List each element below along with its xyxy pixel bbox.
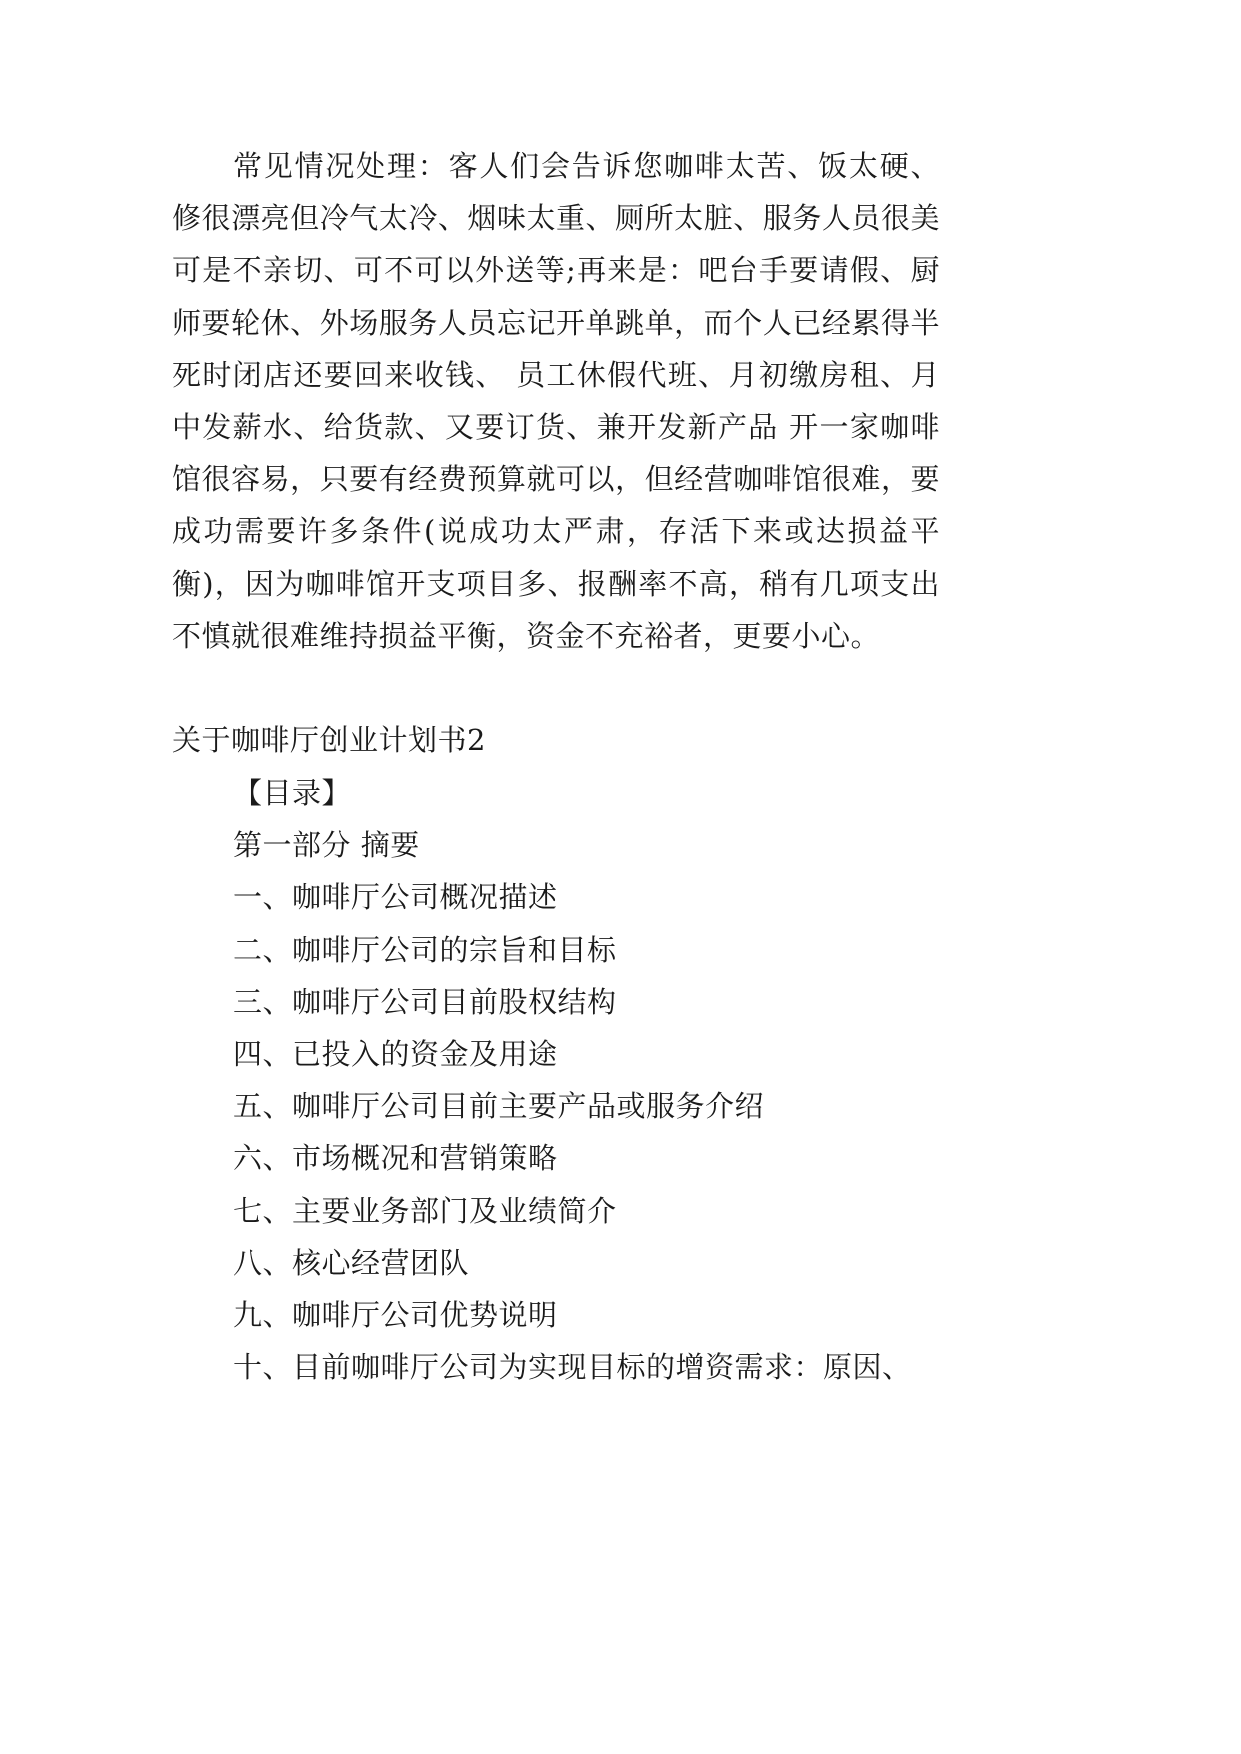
paragraph-line: 不慎就很难维持损益平衡，资金不充裕者，更要小心。 <box>172 618 881 653</box>
toc-item: 五、咖啡厅公司目前主要产品或服务介绍 <box>233 1089 765 1124</box>
toc-item: 六、市场概况和营销策略 <box>233 1141 558 1176</box>
toc-item: 三、咖啡厅公司目前股权结构 <box>233 984 617 1019</box>
paragraph-line: 可是不亲切、可不可以外送等;再来是：吧台手要请假、厨 <box>172 253 940 288</box>
paragraph-line: 死时闭店还要回来收钱、 员工休假代班、月初缴房租、月 <box>172 357 940 392</box>
toc-item: 二、咖啡厅公司的宗旨和目标 <box>233 932 617 967</box>
paragraph-line: 修很漂亮但冷气太冷、烟味太重、厕所太脏、服务人员很美 <box>172 201 940 236</box>
section-title-block <box>172 714 940 766</box>
paragraph-line: 成功需要许多条件(说成功太严肃，存活下来或达损益平 <box>172 514 940 549</box>
body-paragraph <box>172 140 940 662</box>
paragraph-line: 馆很容易，只要有经费预算就可以，但经营咖啡馆很难，要 <box>172 462 940 497</box>
toc-item: 第一部分 摘要 <box>233 828 420 863</box>
toc-item: 四、已投入的资金及用途 <box>233 1036 558 1071</box>
paragraph-line: 衡)，因为咖啡馆开支项目多、报酬率不高，稍有几项支出 <box>172 566 940 601</box>
toc-item: 八、核心经营团队 <box>233 1245 470 1280</box>
paragraph-line: 师要轮休、外场服务人员忘记开单跳单，而个人已经累得半 <box>172 305 940 340</box>
paragraph-line: 常见情况处理：客人们会告诉您咖啡太苦、饭太硬、 <box>233 149 940 183</box>
toc-item: 七、主要业务部门及业绩简介 <box>233 1193 617 1228</box>
toc-item: 一、咖啡厅公司概况描述 <box>233 880 558 915</box>
toc-item: 十、目前咖啡厅公司为实现目标的增资需求：原因、 <box>233 1350 912 1385</box>
paragraph-line: 中发薪水、给货款、又要订货、兼开发新产品 开一家咖啡 <box>172 409 940 444</box>
section-title: 关于咖啡厅创业计划书2 <box>172 723 486 757</box>
toc-heading: 【目录】 <box>233 776 352 810</box>
toc-item: 九、咖啡厅公司优势说明 <box>233 1297 558 1332</box>
table-of-contents <box>172 767 940 1393</box>
